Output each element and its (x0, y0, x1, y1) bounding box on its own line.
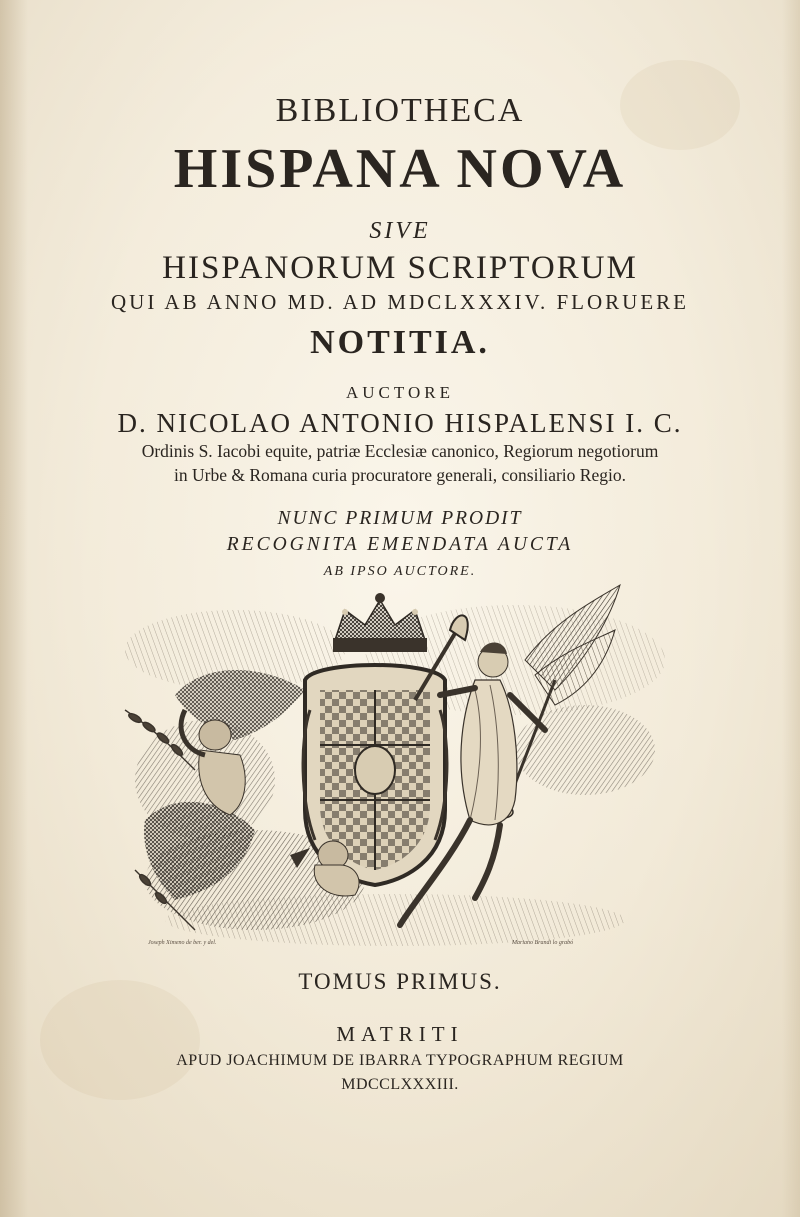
volume-label: TOMUS PRIMUS. (298, 969, 502, 994)
title-line-bibliotheca: BIBLIOTHECA (275, 92, 525, 129)
edition-line-3: AB IPSO AUCTORE. (323, 564, 477, 579)
title-line-hispanorum: HISPANORUM SCRIPTORUM (162, 250, 638, 286)
imprint-printer: APUD JOACHIMUM DE IBARRA TYPOGRAPHUM REGIUM (176, 1052, 624, 1069)
title-line-hispana-nova: HISPANA NOVA (173, 138, 627, 200)
imprint-place: MATRITI (336, 1022, 464, 1046)
author-description-line-1: Ordinis S. Iacobi equite, patriæ Ecclesiæ canonico, Regiorum negotiorum (141, 441, 659, 461)
engraving-credit-draughtsman: Joseph Ximeno de ber. y del. (148, 940, 217, 946)
engraving-credit-engraver: Mariano Brandi lo grabó (512, 940, 574, 946)
author-description-line-2: in Urbe & Romana curia procuratore generali, consiliario Regio. (174, 465, 626, 485)
author-name: D. NICOLAO ANTONIO HISPALENSI I. C. (117, 408, 683, 438)
title-line-notitia: NOTITIA. (310, 324, 490, 361)
author-label: AUCTORE (346, 383, 454, 402)
imprint-year: MDCCLXXXIII. (341, 1076, 459, 1093)
title-line-floruere: QUI AB ANNO MD. AD MDCLXXXIV. FLORUERE (111, 290, 689, 314)
royal-crown (333, 593, 427, 652)
title-line-sive: SIVE (369, 218, 431, 244)
edition-line-2: RECOGNITA EMENDATA AUCTA (226, 534, 574, 555)
edition-line-1: NUNC PRIMUM PRODIT (277, 508, 523, 529)
engraved-vignette (115, 580, 675, 958)
